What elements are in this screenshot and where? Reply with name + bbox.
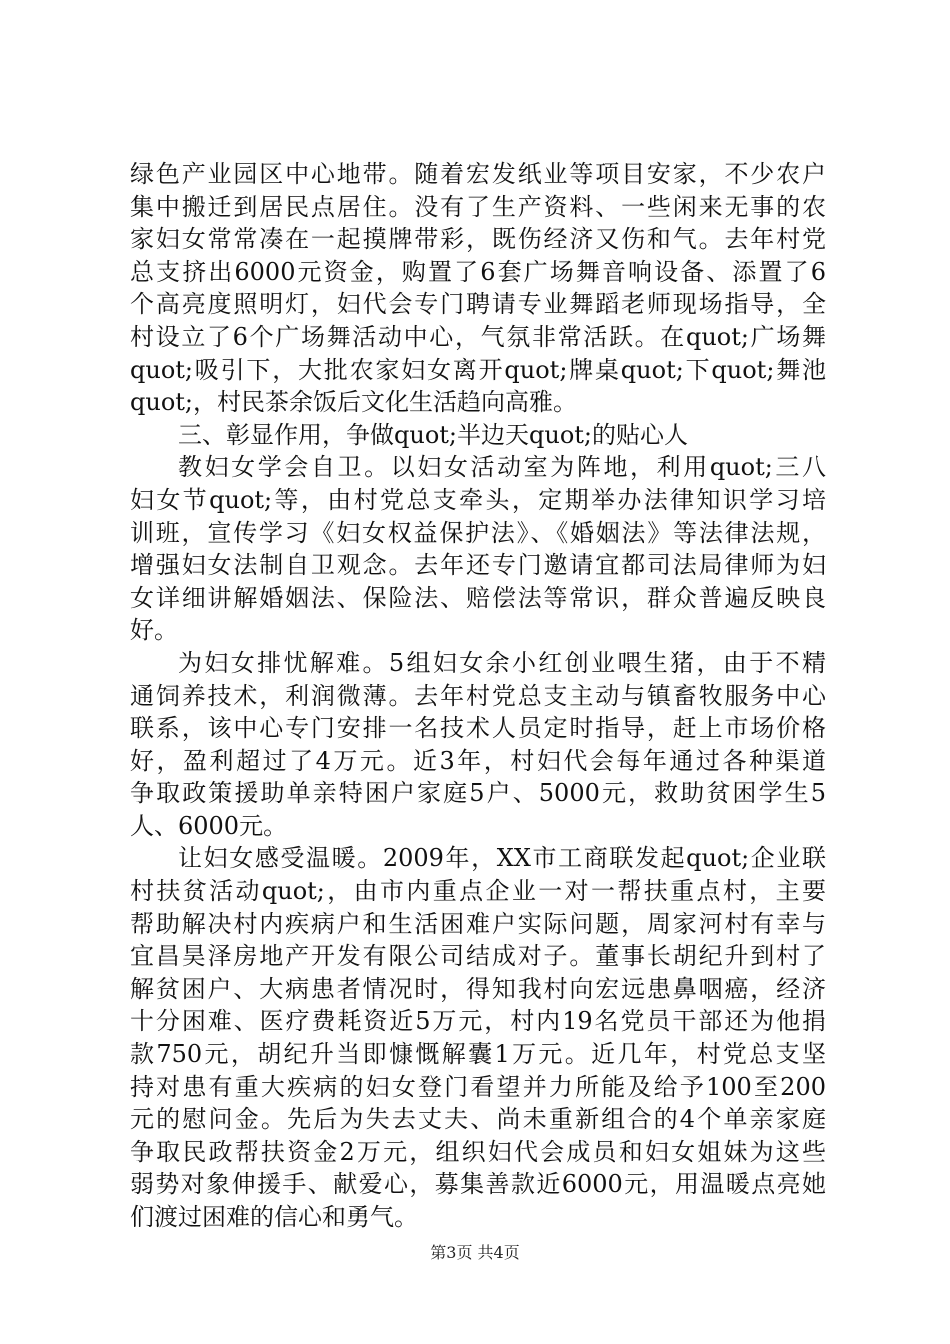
document-body <box>130 158 826 1234</box>
paragraph-line: 好。 <box>130 616 178 645</box>
paragraph-line: 们渡过困难的信心和勇气。 <box>130 1203 418 1231</box>
paragraph-line: 争取民政帮扶资金2万元，组织妇代会成员和妇女姐妹为这些 <box>130 1137 826 1166</box>
paragraph-line: 联系，该中心专门安排一名技术人员定时指导，赶上市场价格 <box>130 714 826 743</box>
paragraph-line: 女详细讲解婚姻法、保险法、赔偿法等常识，群众普遍反映良 <box>130 583 826 612</box>
paragraph-line: 个高亮度照明灯，妇代会专门聘请专业舞蹈老师现场指导，全 <box>130 290 826 319</box>
paragraph-line: 家妇女常常凑在一起摸牌带彩，既伤经济又伤和气。去年村党 <box>130 225 826 254</box>
paragraph-line: 教妇女学会自卫。以妇女活动室为阵地，利用quot;三八 <box>178 453 826 482</box>
paragraph-line: 让妇女感受温暖。2009年，XX市工商联发起quot;企业联 <box>178 844 826 873</box>
paragraph-line: 村扶贫活动quot;，由市内重点企业一对一帮扶重点村，主要 <box>130 877 826 906</box>
paragraph-line: 争取政策援助单亲特困户家庭5户、5000元，救助贫困学生5 <box>130 779 826 808</box>
section-heading: 三、彰显作用，争做quot;半边天quot;的贴心人 <box>178 420 688 449</box>
paragraph-line: 集中搬迁到居民点居住。没有了生产资料、一些闲来无事的农 <box>130 192 826 221</box>
paragraph-line: 总支挤出6000元资金，购置了6套广场舞音响设备、添置了6 <box>130 257 826 286</box>
paragraph-line: 通饲养技术，利润微薄。去年村党总支主动与镇畜牧服务中心 <box>130 681 826 710</box>
paragraph-line: 十分困难、医疗费耗资近5万元，村内19名党员干部还为他捐 <box>130 1007 826 1036</box>
page-number-footer: 第3页 共4页 <box>430 1243 520 1262</box>
paragraph-line: quot;吸引下，大批农家妇女离开quot;牌桌quot;下quot;舞池 <box>130 355 826 384</box>
paragraph-line: 为妇女排忧解难。5组妇女余小红创业喂生猪，由于不精 <box>178 648 826 677</box>
paragraph-line: 解贫困户、大病患者情况时，得知我村向宏远患鼻咽癌，经济 <box>130 974 826 1003</box>
paragraph-line: 妇女节quot;等，由村党总支牵头，定期举办法律知识学习培 <box>130 485 826 514</box>
paragraph-line: 好，盈利超过了4万元。近3年，村妇代会每年通过各种渠道 <box>130 746 826 775</box>
paragraph-line: quot;，村民茶余饭后文化生活趋向高雅。 <box>130 388 577 417</box>
paragraph-line: 款750元，胡纪升当即慷慨解囊1万元。近几年，村党总支坚 <box>130 1040 826 1069</box>
paragraph-line: 村设立了6个广场舞活动中心，气氛非常活跃。在quot;广场舞 <box>130 322 826 351</box>
paragraph-line: 宜昌昊泽房地产开发有限公司结成对子。董事长胡纪升到村了 <box>130 942 826 971</box>
paragraph-line: 持对患有重大疾病的妇女登门看望并力所能及给予100至200 <box>130 1072 826 1101</box>
paragraph-line: 帮助解决村内疾病户和生活困难户实际问题，周家河村有幸与 <box>130 909 826 938</box>
paragraph-line: 元的慰问金。先后为失去丈夫、尚未重新组合的4个单亲家庭 <box>130 1105 826 1134</box>
document-page <box>130 158 826 1234</box>
paragraph-line: 人、6000元。 <box>130 811 288 840</box>
paragraph-line: 绿色产业园区中心地带。随着宏发纸业等项目安家，不少农户 <box>130 160 826 188</box>
paragraph-line: 弱势对象伸援手、献爱心，募集善款近6000元，用温暖点亮她 <box>130 1170 826 1199</box>
paragraph-line: 训班，宣传学习《妇女权益保护法》、《婚姻法》等法律法规， <box>130 518 826 547</box>
paragraph-line: 增强妇女法制自卫观念。去年还专门邀请宜都司法局律师为妇 <box>130 551 826 580</box>
